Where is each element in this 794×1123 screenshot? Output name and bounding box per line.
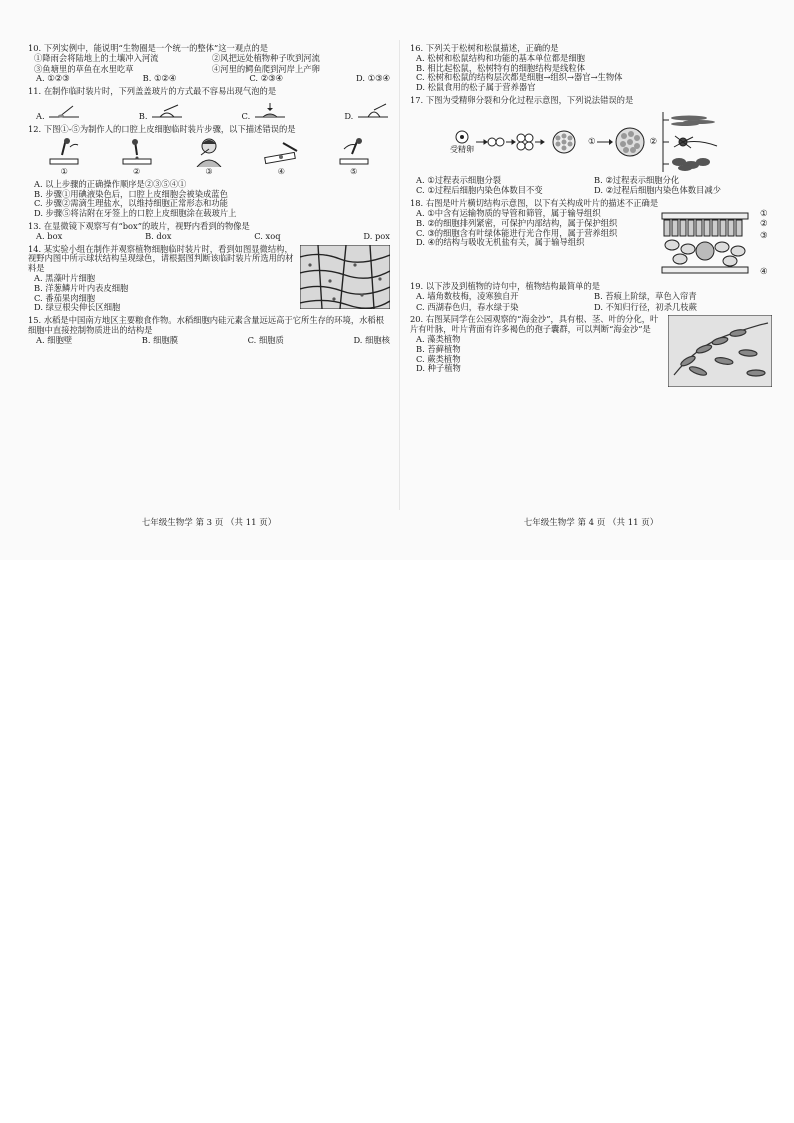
options xyxy=(28,180,390,219)
question-17 xyxy=(410,96,772,196)
coverslip-figure-d xyxy=(356,101,390,119)
leaf-cross-section-figure xyxy=(660,209,772,279)
question-14 xyxy=(28,245,390,313)
statement: ①降雨会将陆地上的土壤冲入河流 xyxy=(34,52,159,63)
question-stem: 14. 某实验小组在制作并观察植物细胞临时装片时，看到如图显微结构，视野内图中所示球状结构呈现绿色，请根据图判断该临时装片所选用的材料是 xyxy=(28,243,294,274)
step-label: ③ xyxy=(205,167,213,177)
option-d: D. 松鼠食用的松子属于营养器官 xyxy=(416,82,536,93)
cell-division-sequence xyxy=(474,130,586,154)
zygote-icon xyxy=(454,129,470,145)
question-stem: 12. 下图①-⑤为制作人的口腔上皮细胞临时装片步骤，以下描述错误的是 xyxy=(28,123,296,134)
cell-division-figure xyxy=(450,110,772,174)
step-figure xyxy=(189,137,229,176)
right-column xyxy=(410,44,772,390)
option-a: A. 以上步骤的正确操作顺序是②③⑤④① xyxy=(34,178,187,189)
page-footer-right: 七年级生物学 第 4 页 （共 11 页） xyxy=(523,518,659,528)
step-figure xyxy=(334,137,374,176)
options xyxy=(410,54,772,93)
marker-label: ① xyxy=(760,208,768,219)
coverslip-figure-c xyxy=(253,101,287,119)
option-c: C. 番茄果肉细胞 xyxy=(34,292,96,303)
steps-figure xyxy=(28,137,390,176)
differentiated-cells-icon xyxy=(659,110,729,174)
step-label: ⑤ xyxy=(350,167,358,177)
question-13 xyxy=(28,222,390,242)
step-label: ① xyxy=(60,167,68,177)
option-b: B. xyxy=(139,101,184,122)
option-a: A. 松树和松鼠结构和功能的基本单位都是细胞 xyxy=(416,52,585,63)
dropper-icon xyxy=(334,137,374,167)
options xyxy=(28,74,390,84)
step-label: ④ xyxy=(277,167,285,177)
option-b: B. ②的细胞排列紧密，可保护内部结构，属于保护组织 xyxy=(416,217,618,228)
option-a: A. ①中含有运输物质的导管和筛管，属于输导组织 xyxy=(416,208,601,219)
question-11 xyxy=(28,87,390,122)
option-a: A. 黑藻叶片细胞 xyxy=(34,272,96,283)
question-stem: 13. 在显微镜下观察写有“box”的玻片，视野内看到的物像是 xyxy=(28,221,250,232)
option-a: A. 藻类植物 xyxy=(416,333,461,344)
question-19 xyxy=(410,282,772,312)
cell-mass-icon xyxy=(613,127,647,157)
option-a: A. 墙角数枝梅，凌寒独自开 xyxy=(416,290,519,301)
option-c: C. xoq xyxy=(254,230,281,241)
option-a: A. ①过程表示细胞分裂 xyxy=(416,174,502,185)
marker-label: ③ xyxy=(760,230,768,241)
option-d: D. ④的结构与吸收无机盐有关，属于输导组织 xyxy=(416,237,585,248)
option-b: B. ②过程表示细胞分化 xyxy=(594,174,680,185)
question-stem: 20. 右图某同学在公园观察的“海金沙”，具有根、茎、叶的分化，叶片有叶脉，叶片背面有许多褐色的孢子囊群，可以判断“海金沙”是 xyxy=(410,314,659,335)
option-d: D. 绿豆根尖伸长区细胞 xyxy=(34,302,121,313)
page-footer-left: 七年级生物学 第 3 页 （共 11 页） xyxy=(141,518,277,528)
question-16 xyxy=(410,44,772,93)
option-a: A. box xyxy=(36,230,63,241)
coverslip-figure-a xyxy=(47,101,81,119)
question-stem: 10. 下列实例中，能说明“生物圈是一个统一的整体”这一观点的是 xyxy=(28,43,269,53)
option-b: B. 细胞膜 xyxy=(141,334,179,345)
slide-icon xyxy=(261,137,301,167)
fern-photo-image xyxy=(668,315,772,387)
option-d: D. pox xyxy=(363,230,390,241)
option-d: D. 步骤⑤将沾附在牙签上的口腔上皮细胞涂在载玻片上 xyxy=(34,208,237,219)
option-d: D. xyxy=(344,101,390,122)
option-b: B. 苔痕上阶绿，草色入帘青 xyxy=(594,290,697,301)
statement: ④河里的鳄鱼爬到河岸上产卵 xyxy=(212,63,320,74)
options xyxy=(28,232,390,242)
option-c: C. ①过程后细胞内染色体数目不变 xyxy=(416,185,543,196)
question-18 xyxy=(410,199,772,279)
option-a: A. ①②③ xyxy=(36,73,70,84)
option-b: B. 相比起松鼠，松树特有的细胞结构是线粒体 xyxy=(416,62,586,73)
option-d: D. 细胞核 xyxy=(353,334,390,345)
question-10 xyxy=(28,44,390,84)
option-d: D. ①③④ xyxy=(356,73,390,84)
options xyxy=(410,335,664,374)
question-15 xyxy=(28,316,390,345)
marker-label: ② xyxy=(760,218,768,229)
question-stem: 19. 以下涉及到植物的诗句中，植物结构最简单的是 xyxy=(410,281,601,292)
question-12 xyxy=(28,125,390,219)
statement: ②风把远处植物种子吹到河流 xyxy=(212,52,320,63)
step-label: ① xyxy=(588,135,596,146)
option-d: D. 不知归行径，初杀几枝蕨 xyxy=(594,301,697,312)
left-column xyxy=(28,44,390,348)
zygote-label: 受精卵 xyxy=(450,144,474,154)
step-label: ② xyxy=(649,135,657,146)
column-divider xyxy=(399,40,400,510)
coverslip-figure-b xyxy=(150,101,184,119)
option-c: C. 步骤②需滴生理盐水，以维持细胞正常形态和功能 xyxy=(34,198,228,209)
option-b: B. 洋葱鳞片叶内表皮细胞 xyxy=(34,282,129,293)
option-a: A. xyxy=(36,101,81,122)
step-figure xyxy=(44,137,84,176)
option-b: B. 步骤①用碘液染色后，口腔上皮细胞会被染成蓝色 xyxy=(34,188,228,199)
options xyxy=(410,176,772,197)
option-d: D. ②过程后细胞内染色体数目减少 xyxy=(594,185,721,196)
statement: ③鱼塘里的草鱼在水里吃草 xyxy=(34,63,134,74)
option-c: C. 松树和松鼠的结构层次都是细胞→组织→器官→生物体 xyxy=(416,72,623,83)
option-c: C. xyxy=(242,101,287,122)
step-label: ② xyxy=(132,167,141,177)
option-d: D. 种子植物 xyxy=(416,363,461,374)
options xyxy=(410,292,772,313)
options xyxy=(28,101,390,122)
question-20 xyxy=(410,315,772,387)
option-c: C. 蕨类植物 xyxy=(416,353,461,364)
option-c: C. ②③④ xyxy=(249,73,283,84)
option-b: B. ①②④ xyxy=(142,73,177,84)
option-a: A. 细胞壁 xyxy=(36,334,73,345)
dropper-icon xyxy=(44,137,84,167)
option-b: B. dox xyxy=(145,230,172,241)
option-c: C. ③的细胞含有叶绿体能进行光合作用，属于营养组织 xyxy=(416,227,618,238)
step-figure xyxy=(261,137,301,176)
options xyxy=(410,209,660,279)
zygote xyxy=(450,129,474,154)
option-b: B. 苔藓植物 xyxy=(416,343,461,354)
question-stem: 17. 下图为受精卵分裂和分化过程示意图，下列说法错误的是 xyxy=(410,94,634,105)
question-stem: 11. 在制作临时装片时，下列盖盖玻片的方式最不容易出现气泡的是 xyxy=(28,86,277,97)
dropper-icon xyxy=(117,137,157,167)
question-stem: 15. 水稻是中国南方地区主要粮食作物。水稻细胞内硅元素含量远远高于它所生存的环境，水稻根细胞中直接控制物质进出的结构是 xyxy=(28,315,385,335)
marker-label: ④ xyxy=(760,266,768,277)
statement-list xyxy=(28,54,390,75)
question-stem: 16. 下列关于松树和松鼠描述，正确的是 xyxy=(410,43,559,53)
arrow-icon xyxy=(597,137,613,147)
leaf-cross-section-image xyxy=(660,209,756,279)
option-c: C. 西湖春色归，春水绿于染 xyxy=(416,301,519,312)
question-stem: 18. 右图是叶片横切结构示意图，以下有关构成叶片的描述不正确是 xyxy=(410,198,659,209)
step-figure xyxy=(117,137,157,176)
person-icon xyxy=(189,137,229,167)
micrograph-image xyxy=(300,245,390,309)
options xyxy=(28,274,296,313)
options xyxy=(28,336,390,346)
option-c: C. 细胞质 xyxy=(247,334,284,345)
